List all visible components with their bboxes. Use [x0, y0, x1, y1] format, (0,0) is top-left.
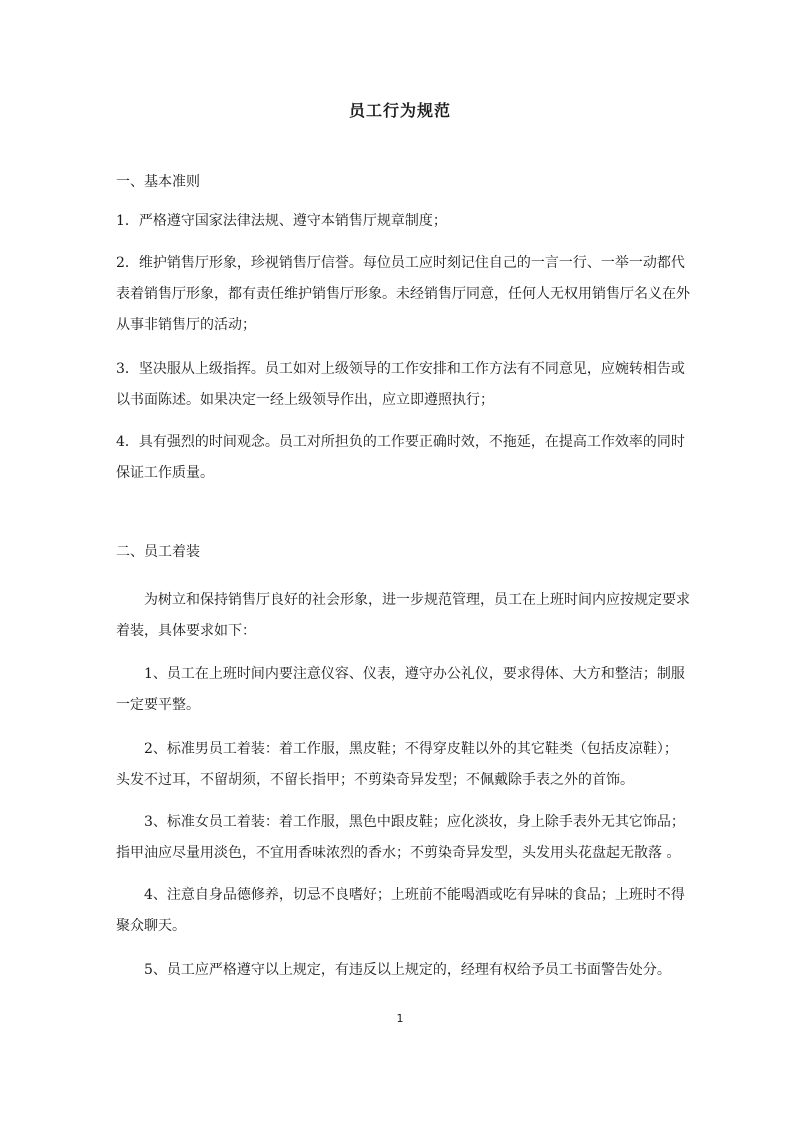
- page-number: 1: [396, 1012, 404, 1025]
- section-1-item-1: 1．严格遵守国家法律法规、遵守本销售厅规章制度；: [116, 213, 447, 229]
- section-2-item-1: 1、员工在上班时间内要注意仪容、仪表，遵守办公礼仪，要求得体、大方和整洁；制服一定要平整。: [116, 666, 685, 713]
- section-2-item-2: 2、标准男员工着装：着工作服，黑皮鞋；不得穿皮鞋以外的其它鞋类（包括皮凉鞋）；头发不过耳，不留胡须，不留长指甲；不剪染奇异发型；不佩戴除手表之外的首饰。: [116, 741, 678, 788]
- section-1-item-2: 2．维护销售厅形象，珍视销售厅信誉。每位员工应时刻记住自己的一言一行、一举一动都代表着销售厅形象，都有责任维护销售厅形象。未经销售厅同意，任何人无权用销售厅名义在外从事非销售厅的活动；: [116, 255, 690, 333]
- section-2-item-4: 4、注意自身品德修养，切忌不良嗜好；上班前不能喝酒或吃有异味的食品；上班时不得聚众聊天。: [116, 887, 685, 934]
- section-2-intro: 为树立和保持销售厅良好的社会形象，进一步规范管理，员工在上班时间内应按规定要求着装，具体要求如下：: [116, 592, 690, 639]
- section-1-item-3: 3．坚决服从上级指挥。员工如对上级领导的工作安排和工作方法有不同意见，应婉转相告或以书面陈述。如果决定一经上级领导作出，应立即遵照执行；: [116, 361, 685, 408]
- section-2-item-3: 3、标准女员工着装：着工作服，黑色中跟皮鞋；应化淡妆，身上除手表外无其它饰品；指甲油应尽量用淡色，不宜用香味浓烈的香水；不剪染奇异发型，头发用头花盘起无散落 。: [116, 814, 685, 861]
- section-1-heading: 一、基本准则: [116, 174, 200, 190]
- section-2-item-5: 5、员工应严格遵守以上规定，有违反以上规定的，经理有权给予员工书面警告处分。: [144, 962, 671, 978]
- section-2-heading: 二、员工着装: [116, 544, 200, 560]
- document-title: 员工行为规范: [348, 101, 451, 120]
- section-1-item-4: 4．具有强烈的时间观念。员工对所担负的工作要正确时效，不拖延，在提高工作效率的同时保证工作质量。: [116, 434, 685, 481]
